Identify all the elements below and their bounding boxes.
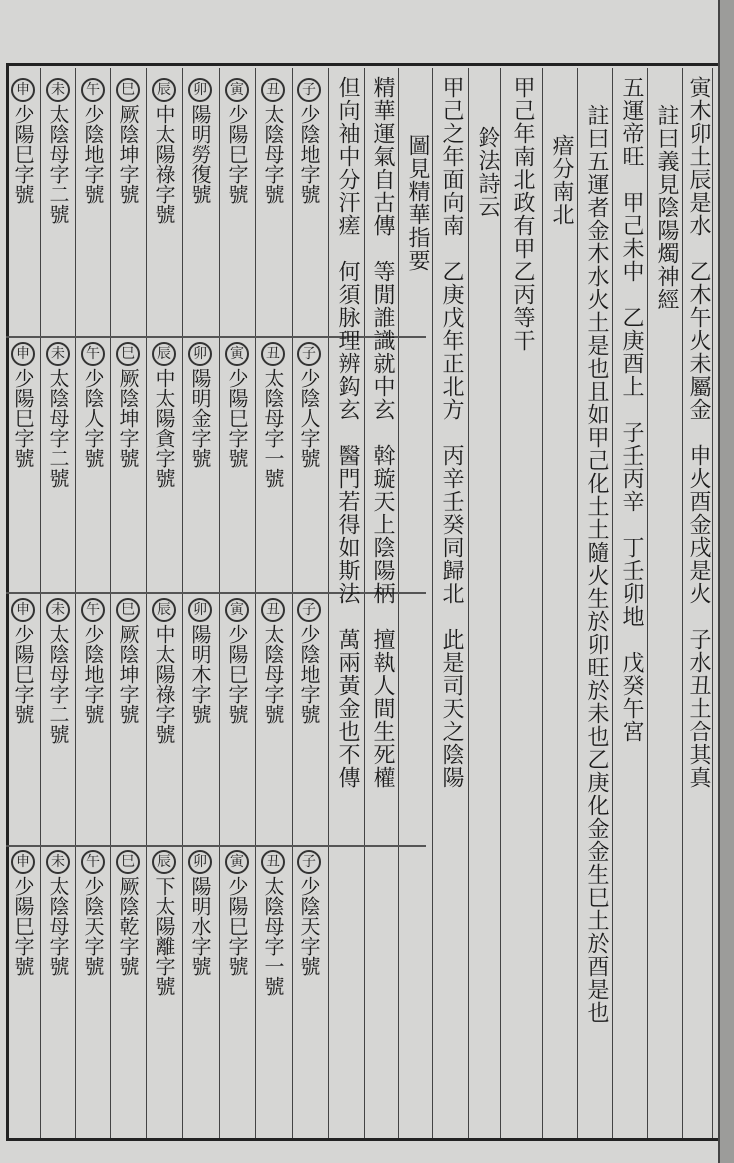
column-rule (432, 68, 433, 1138)
table-cell: 太陰母字一號 (261, 368, 285, 488)
table-cell: 少陰天字號 (81, 876, 105, 976)
branch-circle: 辰 (152, 598, 176, 622)
table-cell: 少陰地字號 (297, 624, 321, 724)
branch-circle: 辰 (152, 78, 176, 102)
table-cell: 少陰地字號 (297, 104, 321, 204)
column-rule (468, 68, 469, 1138)
column-rule (364, 68, 365, 1138)
branch-circle: 午 (81, 342, 105, 366)
branch-circle: 未 (46, 850, 70, 874)
column-rule (328, 68, 329, 1138)
branch-circle: 寅 (225, 78, 249, 102)
table-cell: 陽明金字號 (188, 368, 212, 468)
branch-circle: 丑 (261, 598, 285, 622)
text-column: 圖見精華指要 (405, 134, 430, 272)
branch-circle: 寅 (225, 598, 249, 622)
table-cell: 陽明勞復號 (188, 104, 212, 204)
branch-circle: 巳 (116, 598, 140, 622)
branch-circle: 巳 (116, 850, 140, 874)
text-column: 甲己之年面向南 乙庚戊年正北方 丙辛壬癸同歸北 此是司天之陰陽 (439, 76, 464, 789)
branch-circle: 寅 (225, 342, 249, 366)
branch-circle: 丑 (261, 78, 285, 102)
branch-circle: 未 (46, 342, 70, 366)
branch-circle: 巳 (116, 78, 140, 102)
column-rule (500, 68, 501, 1138)
text-column: 精華運氣自古傳 等閒誰識就中玄 斡璇天上陰陽柄 擅執人間生死權 (370, 76, 395, 789)
table-cell: 少陽巳字號 (11, 624, 35, 724)
branch-circle: 申 (11, 850, 35, 874)
table-cell: 陽明水字號 (188, 876, 212, 976)
branch-circle: 辰 (152, 342, 176, 366)
text-column: 鈴法詩云 (475, 126, 500, 218)
table-cell: 少陽巳字號 (225, 624, 249, 724)
text-column: 五運帝旺 甲己未中 乙庚酉上 子壬丙辛 丁壬卯地 戊癸午宮 (619, 76, 644, 743)
table-cell: 太陰母字號 (261, 104, 285, 204)
branch-circle: 卯 (188, 598, 212, 622)
table-cell: 少陽巳字號 (11, 104, 35, 204)
table-cell: 中太陽祿字號 (152, 104, 176, 224)
text-column: 但向袖中分汗瘥 何須脉理辨鈎玄 醫門若得如斯法 萬兩黃金也不傳 (335, 76, 360, 789)
branch-circle: 子 (297, 850, 321, 874)
column-rule (542, 68, 543, 1138)
branch-circle: 午 (81, 850, 105, 874)
branch-circle: 申 (11, 78, 35, 102)
branch-circle: 子 (297, 598, 321, 622)
text-column: 註曰義見陰陽燭神經 (654, 104, 679, 311)
branch-circle: 申 (11, 342, 35, 366)
table-cell: 厥陰坤字號 (116, 104, 140, 204)
table-cell: 厥陰坤字號 (116, 368, 140, 468)
table-cell: 太陰母字號 (46, 876, 70, 976)
table-block-divider (6, 845, 426, 847)
branch-circle: 寅 (225, 850, 249, 874)
table-cell: 太陰母字二號 (46, 104, 70, 224)
table-block-divider (6, 592, 426, 594)
branch-circle: 子 (297, 78, 321, 102)
branch-circle: 丑 (261, 850, 285, 874)
text-column: 甲己年南北政有甲乙丙等干 (510, 76, 535, 352)
branch-circle: 子 (297, 342, 321, 366)
table-cell: 少陽巳字號 (11, 368, 35, 468)
table-cell: 少陰人字號 (297, 368, 321, 468)
table-cell: 太陰母字一號 (261, 876, 285, 996)
column-rule (398, 68, 399, 1138)
table-cell: 少陽巳字號 (225, 876, 249, 976)
table-rule (146, 68, 147, 1138)
branch-circle: 申 (11, 598, 35, 622)
table-cell: 太陰母字號 (261, 624, 285, 724)
branch-circle: 午 (81, 598, 105, 622)
branch-circle: 未 (46, 598, 70, 622)
table-cell: 陽明木字號 (188, 624, 212, 724)
branch-circle: 卯 (188, 78, 212, 102)
page-edge (718, 0, 734, 1163)
branch-circle: 丑 (261, 342, 285, 366)
table-cell: 太陰母字二號 (46, 624, 70, 744)
table-cell: 厥陰乾字號 (116, 876, 140, 976)
table-cell: 少陰天字號 (297, 876, 321, 976)
branch-circle: 巳 (116, 342, 140, 366)
table-cell: 少陰地字號 (81, 624, 105, 724)
table-cell: 太陰母字二號 (46, 368, 70, 488)
branch-circle: 卯 (188, 342, 212, 366)
table-cell: 少陽巳字號 (11, 876, 35, 976)
table-rule (110, 68, 111, 1138)
table-rule (255, 68, 256, 1138)
text-column: 寅木卯土辰是水 乙木午火未屬金 申火酉金戌是火 子水丑土合其真 (686, 76, 711, 789)
table-rule (40, 68, 41, 1138)
column-rule (577, 68, 578, 1138)
table-block-divider (6, 336, 426, 338)
text-column: 註曰五運者金木水火土是也且如甲己化土土隨火生於卯旺於未也乙庚化金金生巳土於酉是也 (584, 104, 609, 1024)
column-rule (647, 68, 648, 1138)
table-rule (292, 68, 293, 1138)
table-cell: 下太陽離字號 (152, 876, 176, 996)
table-cell: 少陽巳字號 (225, 104, 249, 204)
branch-circle: 午 (81, 78, 105, 102)
table-rule (75, 68, 76, 1138)
branch-circle: 未 (46, 78, 70, 102)
table-cell: 少陰地字號 (81, 104, 105, 204)
text-column: 瘖分南北 (549, 134, 574, 226)
table-rule (182, 68, 183, 1138)
table-rule (219, 68, 220, 1138)
table-cell: 中太陽祿字號 (152, 624, 176, 744)
table-cell: 少陰人字號 (81, 368, 105, 468)
table-cell: 厥陰坤字號 (116, 624, 140, 724)
branch-circle: 辰 (152, 850, 176, 874)
table-cell: 少陽巳字號 (225, 368, 249, 468)
branch-circle: 卯 (188, 850, 212, 874)
column-rule (612, 68, 613, 1138)
table-cell: 中太陽貪字號 (152, 368, 176, 488)
